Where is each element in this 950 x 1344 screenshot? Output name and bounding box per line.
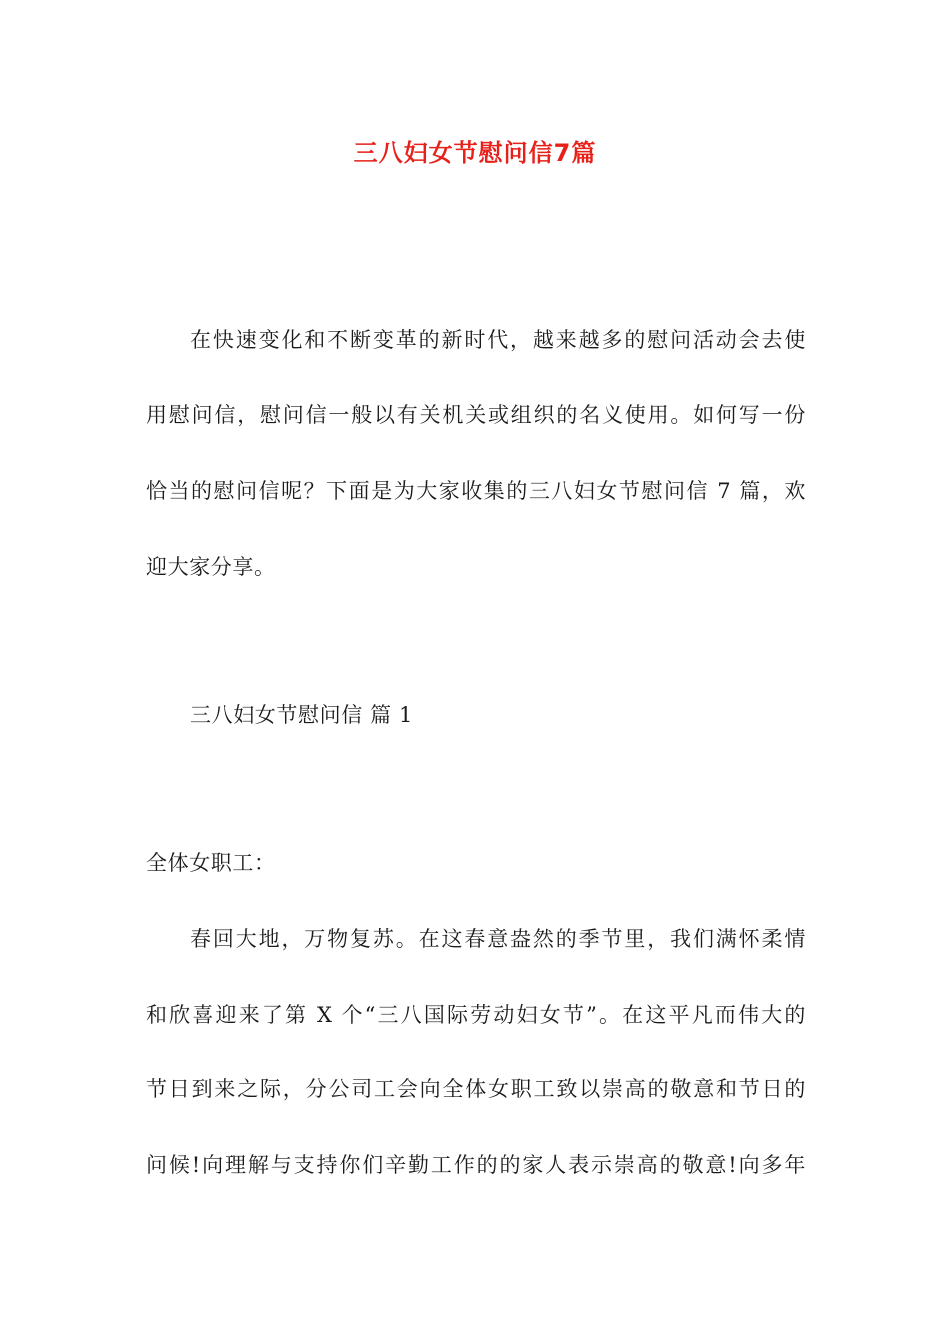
intro-line-4: 迎大家分享。	[146, 555, 276, 579]
body-line-1: 春回大地，万物复苏。在这春意盎然的季节里，我们满怀柔情	[190, 927, 806, 951]
intro-line-1: 在快速变化和不断变革的新时代，越来越多的慰问活动会去使	[190, 328, 806, 352]
intro-line-2: 用慰问信，慰问信一般以有关机关或组织的名义使用。如何写一份	[146, 403, 806, 427]
salutation: 全体女职工：	[146, 851, 276, 875]
document-title: 三八妇女节慰问信7篇	[353, 139, 597, 167]
body-line-4: 问候!向理解与支持你们辛勤工作的的家人表示崇高的敬意!向多年	[146, 1153, 806, 1177]
body-line-3: 节日到来之际，分公司工会向全体女职工致以崇高的敬意和节日的	[146, 1077, 806, 1101]
section-heading: 三八妇女节慰问信 篇 1	[190, 703, 413, 727]
body-line-2: 和欣喜迎来了第 X 个“三八国际劳动妇女节”。在这平凡而伟大的	[146, 1003, 806, 1027]
intro-line-3: 恰当的慰问信呢？下面是为大家收集的三八妇女节慰问信 7 篇，欢	[146, 479, 806, 503]
